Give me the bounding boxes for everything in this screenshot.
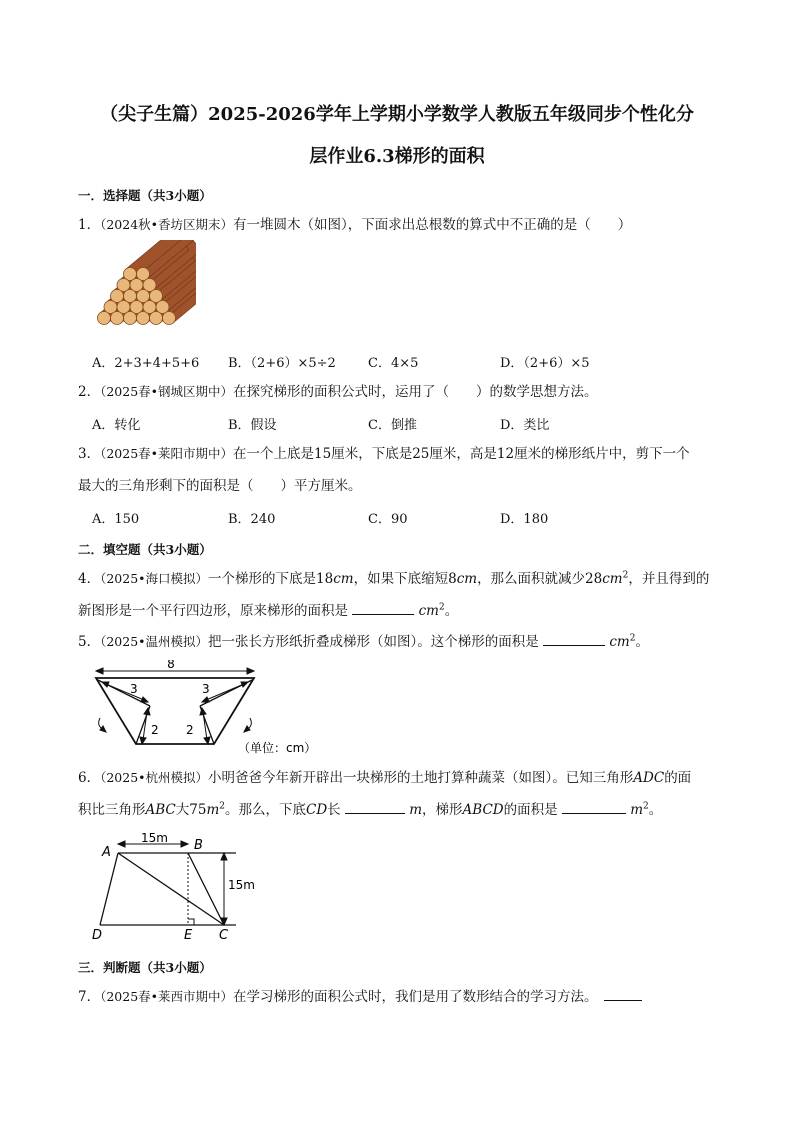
question-number: 4． (78, 571, 101, 587)
q2-option-c[interactable]: C．倒推 (368, 418, 417, 433)
question-source: （2025•杭州模拟） (100, 770, 209, 785)
answer-blank[interactable] (345, 801, 405, 814)
fig-label-left-fold: 3 (130, 682, 138, 696)
fig-label-top: 8 (167, 660, 175, 671)
fig-vertex-c: C (219, 928, 229, 942)
section-fill-heading: 二．填空题（共3小题） (78, 542, 212, 557)
question-7 (78, 988, 642, 1006)
question-text: 的面积是 (503, 802, 558, 818)
answer-blank[interactable] (352, 602, 414, 615)
question-source: （2024秋•香坊区期末） (100, 217, 234, 232)
question-number: 7． (78, 989, 101, 1005)
q2-option-b[interactable]: B．假设 (228, 418, 277, 433)
question-number: 2． (78, 384, 101, 400)
unit-text: cm (418, 603, 439, 619)
question-text: 把一张长方形纸折叠成梯形（如图）。这个梯形的面积是 (208, 634, 539, 650)
log-end (137, 312, 150, 325)
fig-vertex-d: D (92, 928, 103, 942)
folded-trapezoid-figure (88, 660, 348, 760)
question-3-line1 (78, 445, 690, 463)
question-text: 小明爸爸今年新开辟出一块梯形的土地打算种蔬菜（如图）。已知三角形 (208, 770, 634, 786)
unit-text: cm (609, 634, 630, 650)
answer-blank[interactable] (604, 988, 642, 1001)
q3-option-b[interactable]: B．240 (228, 512, 276, 527)
unit-text: m (409, 802, 423, 818)
q1-option-c[interactable]: C．4×5 (368, 356, 419, 371)
fig-vertex-b: B (194, 838, 203, 853)
question-number: 6． (78, 770, 101, 786)
question-text: 。 (648, 802, 663, 818)
unit-exponent: 2 (643, 801, 649, 812)
question-text: 的面 (664, 770, 692, 786)
log-end (98, 312, 111, 325)
q1-option-b[interactable]: B．（2+6）×5÷2 (228, 356, 336, 371)
log-end (124, 312, 137, 325)
q3-option-c[interactable]: C．90 (368, 512, 408, 527)
section-choice-heading: 一．选择题（共3小题） (78, 188, 212, 203)
question-6-line1 (78, 769, 691, 787)
fig-label-height-length: 15m (228, 878, 255, 892)
fig-unit-label: （单位：cm） (238, 741, 317, 755)
question-source: （2025•温州模拟） (100, 634, 209, 649)
fig-label-top-length: 15m (141, 831, 168, 845)
fig-label-right-fold: 3 (202, 682, 210, 696)
question-text: 。那么，下底 (224, 802, 306, 818)
question-4-line2 (78, 602, 458, 620)
question-2 (78, 383, 598, 401)
question-source: （2025•海口模拟） (100, 571, 209, 586)
triangle-name: ADC (633, 770, 665, 786)
answer-blank[interactable] (543, 633, 605, 646)
question-number: 3． (78, 446, 101, 462)
question-text: 长 (327, 802, 341, 818)
log-pile-image (94, 240, 196, 328)
page-title-line1: （尖子生篇）2025-2026学年上学期小学数学人教版五年级同步个性化分 (100, 104, 694, 125)
unit-exponent: 2 (622, 570, 629, 581)
question-6-line2 (78, 801, 662, 819)
question-text: 新图形是一个平行四边形，原来梯形的面积是 (78, 603, 348, 619)
question-source: （2025春•莱西市期中） (100, 989, 234, 1004)
fig-label-height: 2 (151, 723, 159, 737)
unit-text: m (630, 802, 644, 818)
q1-option-d[interactable]: D．（2+6）×5 (500, 356, 590, 371)
page-title-line2: 层作业6.3梯形的面积 (309, 146, 485, 167)
section-judge-heading: 三．判断题（共3小题） (78, 960, 212, 975)
question-text: ，如果下底缩短8 (353, 571, 457, 587)
question-text: ，并且得到的 (628, 571, 710, 587)
question-text: 。 (444, 603, 459, 619)
fig-label-bottom: 2 (186, 723, 194, 737)
q1-option-a[interactable]: A．2+3+4+5+6 (92, 356, 200, 371)
question-text: 大75 (175, 802, 207, 818)
question-1 (78, 216, 631, 234)
question-text: 。 (635, 634, 649, 650)
fig-vertex-e: E (184, 928, 193, 942)
question-text: 一个梯形的下底是18 (208, 571, 334, 587)
q3-option-a[interactable]: A．150 (92, 512, 140, 527)
unit-text: m (206, 802, 220, 818)
fig-vertex-a: A (102, 845, 111, 860)
answer-blank[interactable] (562, 801, 626, 814)
question-source: （2025春•莱阳市期中） (100, 446, 234, 461)
unit-exponent: 2 (219, 801, 225, 812)
question-text: 在学习梯形的面积公式时，我们是用了数形结合的学习方法。 (233, 989, 591, 1005)
question-text: ，那么面积就减少28 (477, 571, 603, 587)
q2-option-a[interactable]: A．转化 (92, 418, 141, 433)
triangle-name: ABC (145, 802, 176, 818)
question-3-line2: 最大的三角形剩下的面积是（ ）平方厘米。 (78, 478, 362, 494)
log-end (111, 312, 124, 325)
question-text: ，梯形 (422, 802, 463, 818)
trapezoid-name: ABCD (462, 802, 504, 818)
unit-text: cm (456, 571, 478, 587)
question-number: 5． (78, 634, 101, 650)
q2-option-d[interactable]: D．类比 (500, 418, 550, 433)
question-text: 有一堆圆木（如图），下面求出总根数的算式中不正确的是（ ） (233, 217, 632, 233)
question-text: 积比三角形 (78, 802, 146, 818)
segment-name: CD (305, 802, 328, 818)
unit-exponent: 2 (438, 602, 445, 613)
log-end (150, 312, 163, 325)
unit-text: cm (333, 571, 354, 587)
unit-exponent: 2 (629, 633, 636, 644)
question-text: 在探究梯形的面积公式时，运用了（ ）的数学思想方法。 (233, 384, 598, 400)
trapezoid-abcd-figure (88, 830, 258, 942)
question-5 (78, 633, 649, 651)
q3-option-d[interactable]: D．180 (500, 512, 549, 527)
question-text: 在一个上底是15厘米，下底是25厘米，高是12厘米的梯形纸片中，剪下一个 (233, 446, 690, 462)
question-source: （2025春•钢城区期中） (100, 384, 234, 399)
question-4-line1 (78, 570, 709, 588)
question-number: 1． (78, 217, 101, 233)
unit-text: cm (602, 571, 623, 587)
log-end (163, 312, 176, 325)
